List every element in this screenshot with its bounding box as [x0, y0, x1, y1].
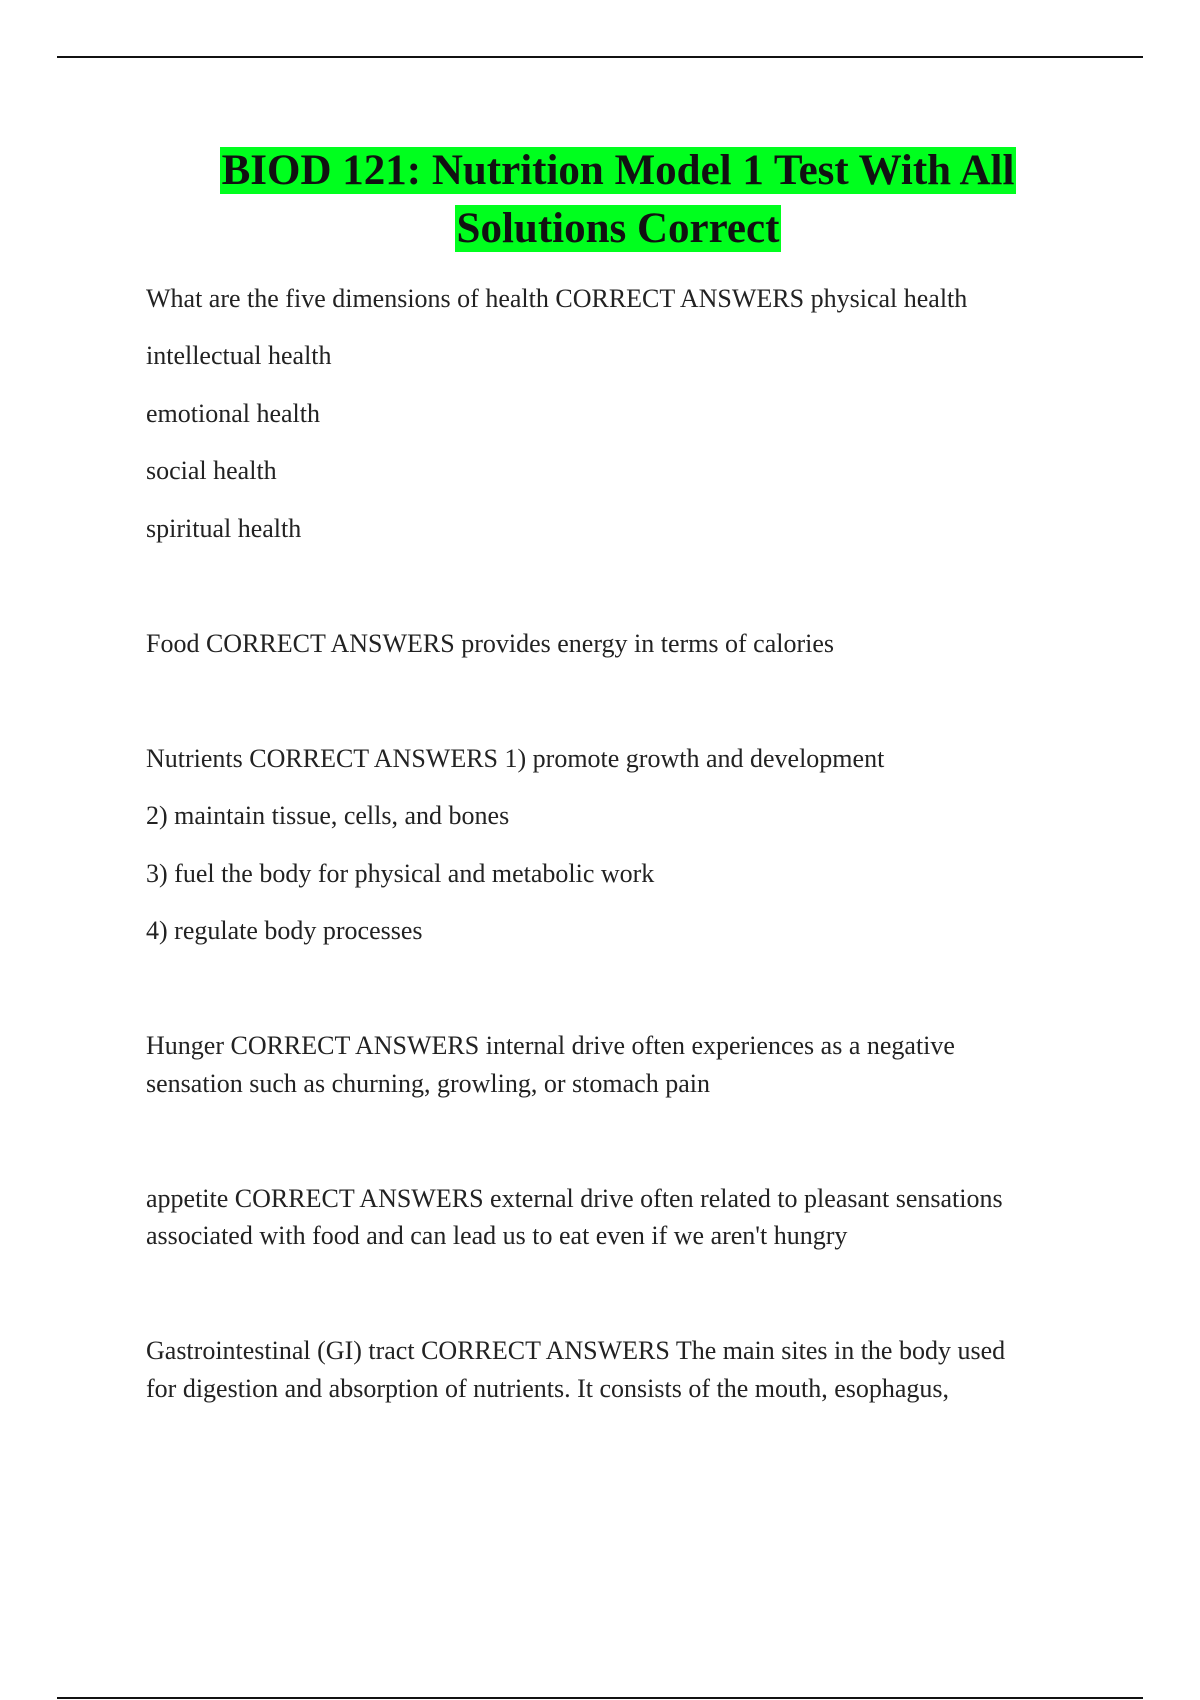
bottom-rule — [57, 1697, 1143, 1699]
text-line: 4) regulate body processes — [146, 916, 423, 945]
text-line: intellectual health — [146, 341, 332, 370]
text-line: 3) fuel the body for physical and metabolic work — [146, 859, 655, 888]
document-title — [0, 142, 1200, 258]
top-rule — [57, 56, 1143, 58]
title-line-1: BIOD 121: Nutrition Model 1 Test With All — [221, 147, 1015, 194]
text-line: Gastrointestinal (GI) tract CORRECT ANSWERS The main sites in the body used — [146, 1336, 1006, 1365]
text-line: for digestion and absorption of nutrients. It consists of the mouth, esophagus, — [146, 1374, 950, 1403]
text-line: Nutrients CORRECT ANSWERS 1) promote growth and development — [146, 744, 885, 773]
text-line: 2) maintain tissue, cells, and bones — [146, 801, 510, 830]
text-line: social health — [146, 456, 277, 485]
title-line-2: Solutions Correct — [456, 205, 780, 252]
text-line: sensation such as churning, growling, or stomach pain — [146, 1069, 710, 1098]
text-line: What are the five dimensions of health CORRECT ANSWERS physical health — [146, 284, 968, 313]
text-line: emotional health — [146, 399, 321, 428]
text-line: spiritual health — [146, 514, 302, 543]
text-line: appetite CORRECT ANSWERS external drive often related to pleasant sensations — [146, 1184, 1003, 1213]
text-line: Hunger CORRECT ANSWERS internal drive often experiences as a negative — [146, 1031, 955, 1060]
text-line: Food CORRECT ANSWERS provides energy in terms of calories — [146, 629, 834, 658]
text-line: associated with food and can lead us to eat even if we aren't hungry — [146, 1221, 848, 1250]
